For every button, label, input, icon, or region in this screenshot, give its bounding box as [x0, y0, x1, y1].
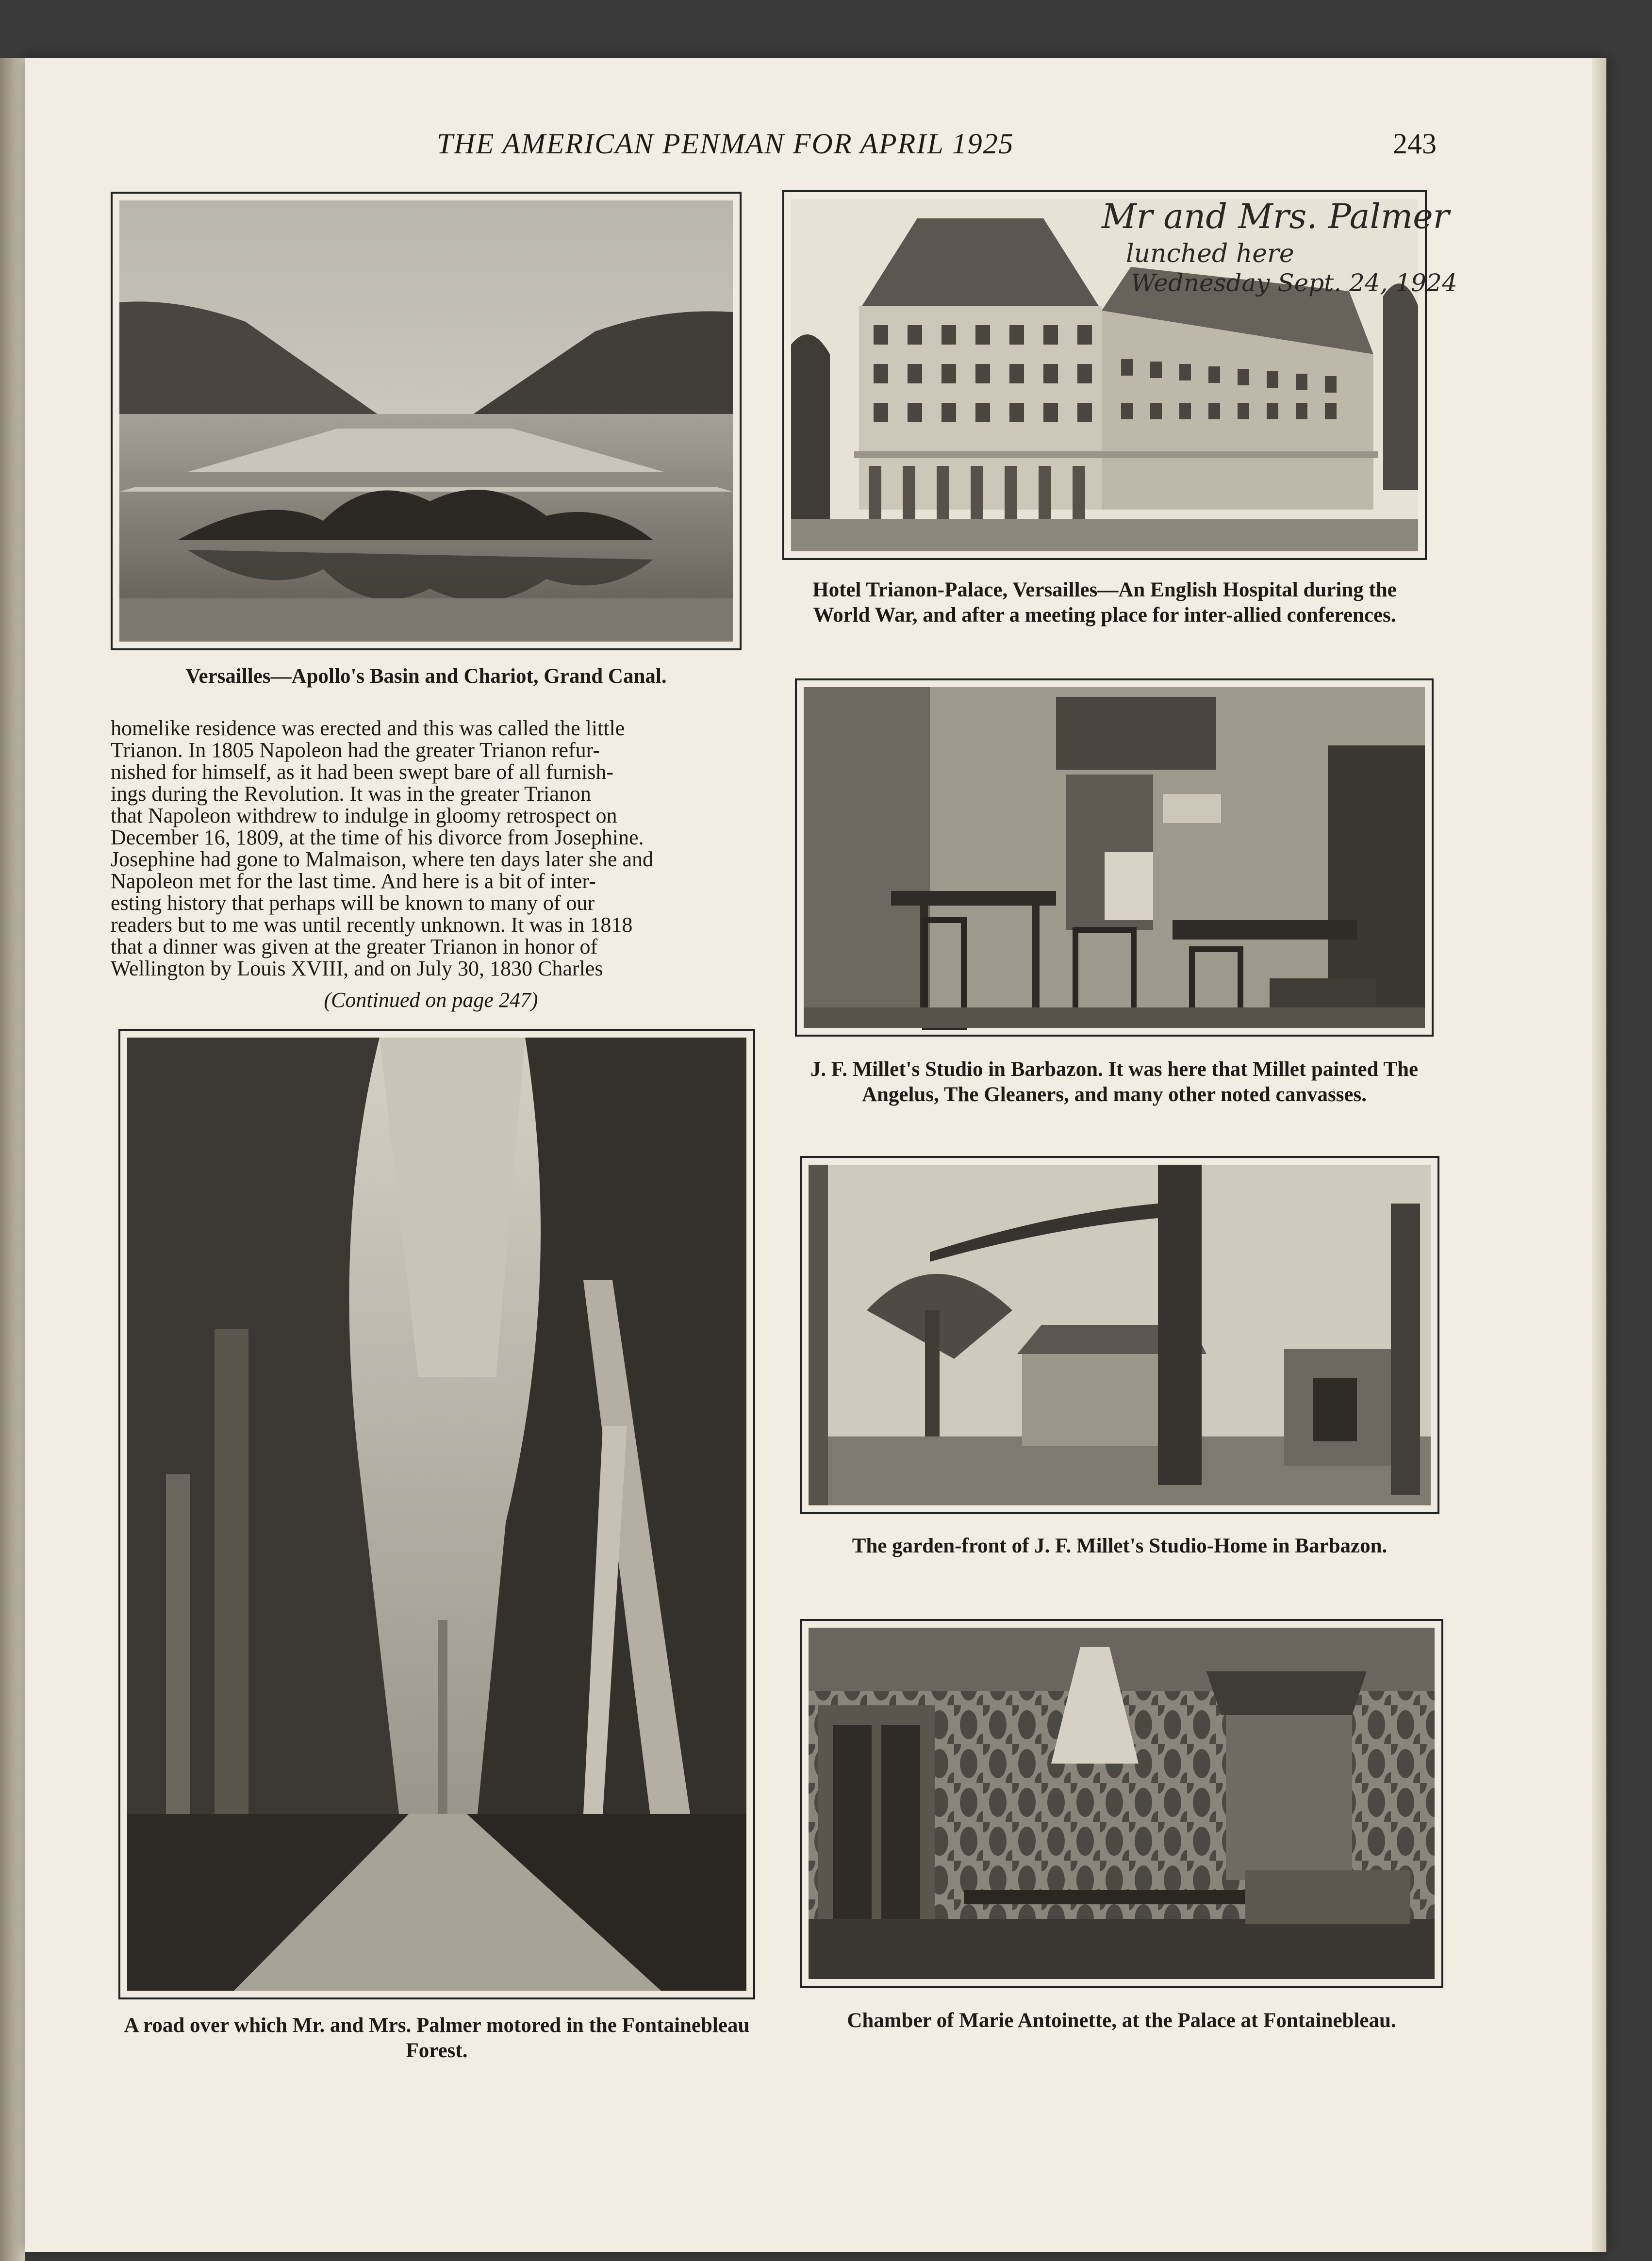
photo-millet-studio [795, 678, 1434, 1037]
article-line: Trianon. In 1805 Napoleon had the greater Trianon refur- [111, 738, 600, 762]
photo-garden-front [800, 1156, 1439, 1514]
article-line: esting history that perhaps will be known to many of our [111, 891, 595, 915]
photo-marie-antoinette-chamber [800, 1619, 1443, 1988]
marie-antoinette-chamber-image [809, 1628, 1435, 1979]
article-line: Wellington by Louis XVIII, and on July 30, 1830 Charles [111, 957, 603, 980]
handwritten-note-3: Wednesday Sept. 24, 1924 [1131, 269, 1457, 297]
forest-road-image [127, 1038, 746, 1991]
garden-front-image [809, 1165, 1431, 1505]
article-line: that a dinner was given at the greater Trianon in honor of [111, 935, 598, 958]
caption-millet-studio: J. F. Millet's Studio in Barbazon. It was here that Millet painted The Angelus, The Gleaners, and many other noted canvasses. [810, 1058, 1419, 1106]
article-line: Josephine had gone to Malmaison, where ten days later she and [111, 847, 654, 871]
article-line: readers but to me was until recently unknown. It was in 1818 [111, 913, 633, 937]
millet-studio-image [804, 687, 1425, 1028]
article-text [111, 717, 751, 979]
article-line: Napoleon met for the last time. And here is a bit of inter- [111, 869, 596, 893]
caption-versailles: Versailles—Apollo's Basin and Chariot, Grand Canal. [185, 665, 667, 688]
article-line: that Napoleon withdrew to indulge in gloomy retrospect on [111, 804, 617, 827]
caption-marie-antoinette-chamber: Chamber of Marie Antoinette, at the Palace at Fontainebleau. [847, 2009, 1396, 2032]
photo-trianon-palace [782, 190, 1457, 560]
page-edge [1592, 58, 1606, 2252]
article-line: December 16, 1809, at the time of his divorce from Josephine. [111, 825, 644, 849]
caption-forest-road: A road over which Mr. and Mrs. Palmer motored in the Fontainebleau Forest. [124, 2014, 750, 2062]
handwritten-note-1: Mr and Mrs. Palmer [1102, 197, 1450, 236]
versailles-basin-image [119, 200, 733, 642]
trianon-palace-image [791, 197, 1457, 551]
article-line: nished for himself, as it had been swept bare of all furnish- [111, 760, 614, 784]
page-number: 243 [1393, 128, 1437, 160]
caption-garden-front: The garden-front of J. F. Millet's Studio-Home in Barbazon. [852, 1535, 1388, 1557]
running-header: THE AMERICAN PENMAN FOR APRIL 1925 [437, 128, 1014, 160]
caption-trianon: Hotel Trianon-Palace, Versailles—An English Hospital during the World War, and after a meeting place for inter-allied conferences. [812, 578, 1397, 627]
photo-versailles-basin [111, 192, 742, 650]
binding-gutter [0, 58, 25, 2261]
handwritten-note-2: lunched here [1126, 239, 1294, 268]
continued-notice: (Continued on page 247) [324, 988, 538, 1012]
article-line: ings during the Revolution. It was in the greater Trianon [111, 782, 591, 806]
photo-forest-road [118, 1029, 755, 1999]
article-line: homelike residence was erected and this was called the little [111, 716, 625, 740]
